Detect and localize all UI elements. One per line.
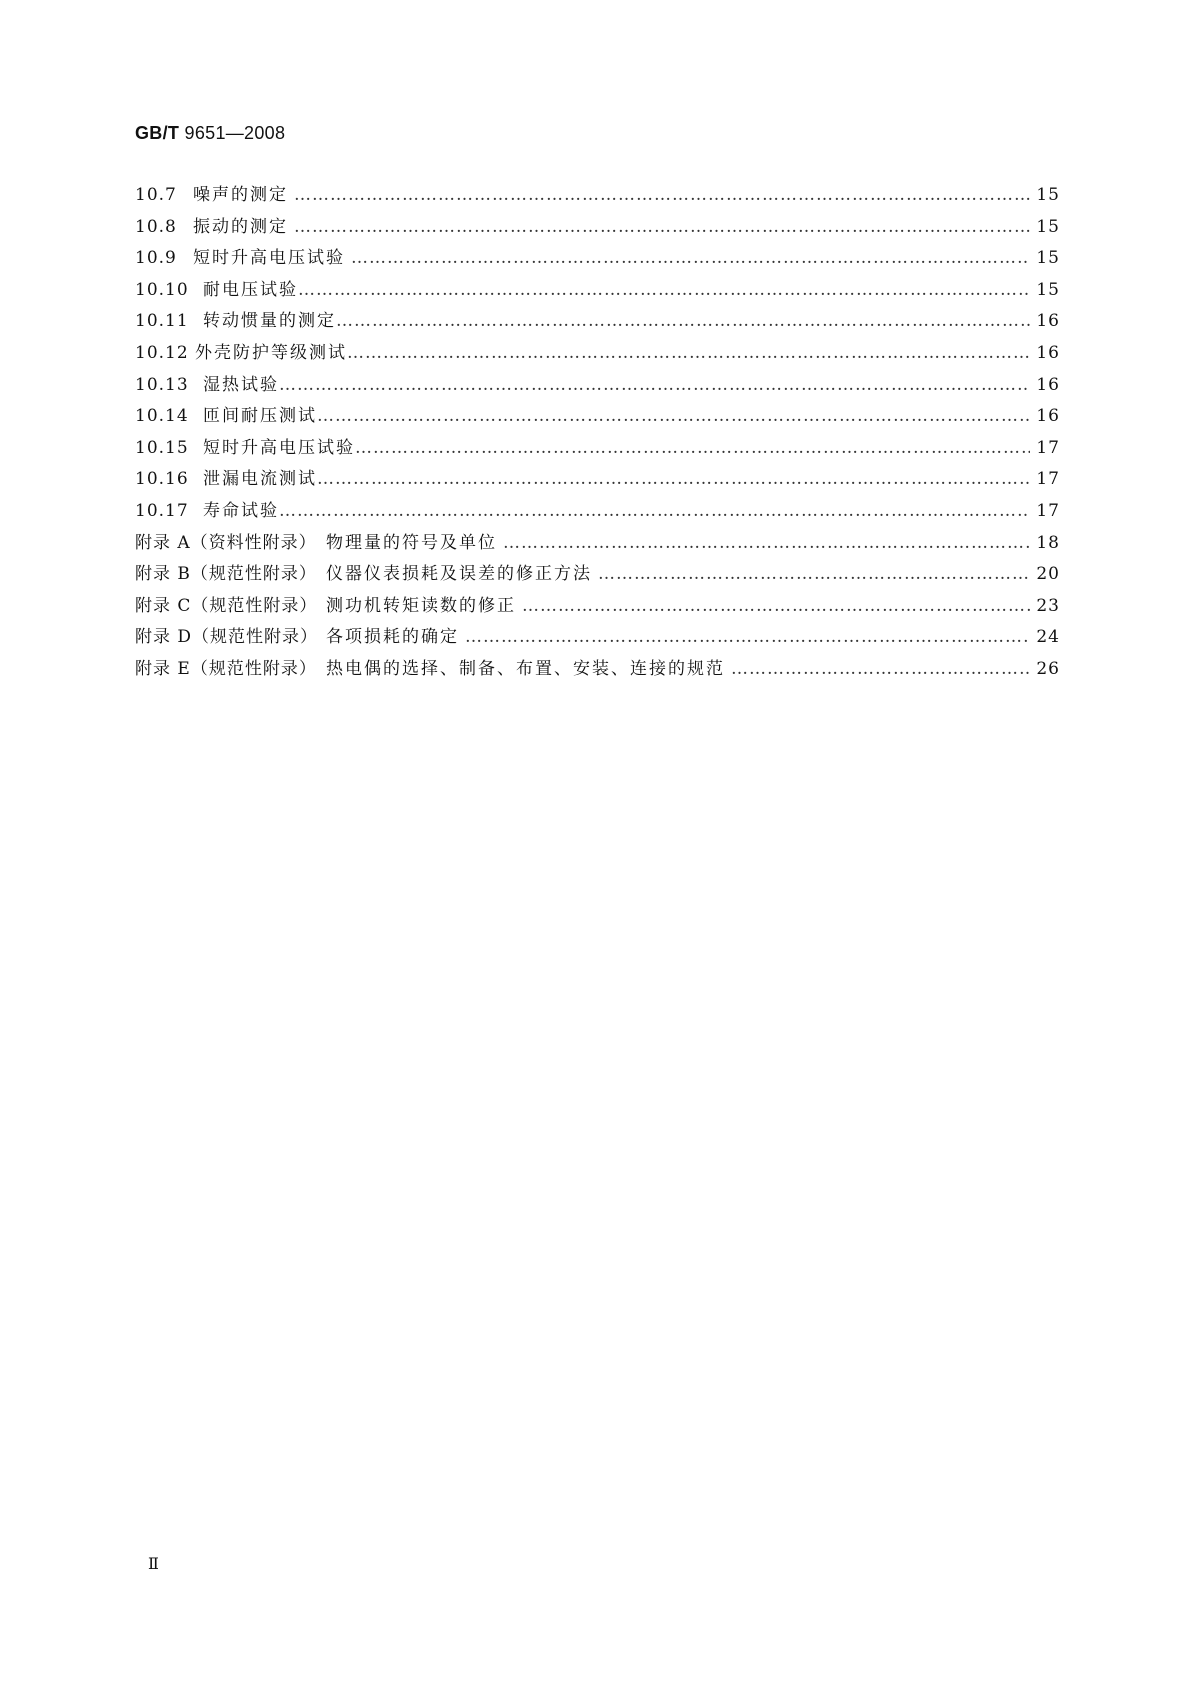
toc-leader-dots: [336, 311, 1030, 331]
toc-leader-dots: [351, 248, 1030, 268]
toc-entry-title: 匝间耐压测试: [203, 406, 317, 427]
toc-entry-page: 17: [1036, 500, 1060, 521]
toc-entry-page: 15: [1036, 185, 1060, 205]
toc-entry-page: 16: [1036, 374, 1060, 395]
toc-leader-dots: [731, 659, 1030, 679]
toc-leader-dots: [317, 469, 1030, 489]
toc-entry-annex-b[interactable]: [135, 559, 1060, 591]
toc-entry-page: 16: [1036, 406, 1060, 427]
toc-entry-number: 附录 D（规范性附录）: [135, 627, 319, 648]
toc-entry-page: 16: [1036, 311, 1060, 332]
toc-leader-dots: [279, 501, 1030, 521]
toc-leader-dots: [355, 438, 1030, 458]
toc-leader-dots: [294, 217, 1030, 237]
toc-entry-10-7[interactable]: [135, 180, 1060, 212]
toc-entry-number: 10.16: [135, 469, 189, 490]
toc-entry-10-10[interactable]: [135, 275, 1060, 307]
toc-entry-number: 10.10: [135, 279, 189, 300]
toc-entry-title: 转动惯量的测定: [203, 311, 336, 332]
toc-entry-page: 17: [1036, 469, 1060, 490]
toc-entry-number: 10.13: [135, 374, 189, 395]
toc-entry-page: 23: [1036, 595, 1060, 616]
toc-entry-page: 26: [1036, 658, 1060, 679]
toc-entry-title: 寿命试验: [203, 500, 279, 521]
toc-entry-10-13[interactable]: [135, 370, 1060, 402]
toc-entry-number: 10.17: [135, 500, 189, 521]
toc-leader-dots: [522, 596, 1030, 616]
toc-entry-annex-e[interactable]: [135, 654, 1060, 686]
toc-entry-number: 10.9: [135, 248, 177, 269]
table-of-contents: [135, 180, 1060, 686]
toc-entry-title: 泄漏电流测试: [203, 469, 317, 490]
toc-entry-page: 15: [1036, 248, 1060, 269]
toc-entry-number: 10.12: [135, 342, 189, 363]
toc-leader-dots: [279, 375, 1030, 395]
toc-entry-number: 附录 C（规范性附录）: [135, 595, 318, 616]
toc-entry-number: 附录 A（资料性附录）: [135, 532, 317, 553]
toc-leader-dots: [294, 185, 1030, 205]
toc-entry-number: 10.15: [135, 437, 189, 458]
toc-entry-title: 仪器仪表损耗及误差的修正方法: [326, 564, 592, 585]
toc-entry-title: 耐电压试验: [203, 279, 298, 300]
toc-entry-page: 15: [1036, 216, 1060, 237]
toc-entry-page: 16: [1036, 342, 1060, 363]
toc-entry-10-9[interactable]: [135, 243, 1060, 275]
toc-entry-number: 10.11: [135, 311, 189, 332]
toc-entry-page: 17: [1036, 437, 1060, 458]
toc-leader-dots: [503, 533, 1030, 553]
toc-entry-10-14[interactable]: [135, 401, 1060, 433]
toc-entry-annex-a[interactable]: [135, 528, 1060, 560]
toc-entry-10-16[interactable]: [135, 464, 1060, 496]
toc-entry-10-12[interactable]: [135, 338, 1060, 370]
standard-number: 9651—2008: [184, 123, 286, 143]
toc-entry-title: 各项损耗的确定: [326, 627, 459, 648]
toc-entry-title: 短时升高电压试验: [193, 248, 345, 269]
toc-entry-title: 热电偶的选择、制备、布置、安装、连接的规范: [326, 658, 725, 679]
toc-entry-page: 15: [1036, 279, 1060, 300]
toc-entry-title: 湿热试验: [203, 374, 279, 395]
toc-entry-10-15[interactable]: [135, 433, 1060, 465]
toc-entry-title: 短时升高电压试验: [203, 437, 355, 458]
standard-header: [135, 123, 285, 144]
toc-entry-number: 10.14: [135, 406, 189, 427]
toc-entry-number: 10.7: [135, 185, 177, 205]
toc-entry-page: 20: [1036, 564, 1060, 585]
toc-entry-page: 24: [1036, 627, 1060, 648]
toc-entry-number: 10.8: [135, 216, 177, 237]
toc-entry-title: 外壳防护等级测试: [195, 342, 347, 363]
toc-entry-10-11[interactable]: [135, 306, 1060, 338]
toc-leader-dots: [298, 280, 1030, 300]
page-number-footer: Ⅱ: [148, 1554, 159, 1573]
toc-entry-number: 附录 B（规范性附录）: [135, 564, 317, 585]
toc-entry-title: 振动的测定: [193, 216, 288, 237]
toc-leader-dots: [465, 627, 1030, 647]
toc-leader-dots: [598, 564, 1030, 584]
toc-entry-title: 测功机转矩读数的修正: [326, 595, 516, 616]
toc-entry-number: 附录 E（规范性附录）: [135, 658, 317, 679]
standard-code: GB/T: [135, 123, 180, 143]
toc-entry-title: 物理量的符号及单位: [326, 532, 497, 553]
toc-entry-10-8[interactable]: [135, 212, 1060, 244]
toc-entry-annex-c[interactable]: [135, 591, 1060, 623]
toc-entry-title: 噪声的测定: [193, 185, 288, 205]
toc-entry-10-17[interactable]: [135, 496, 1060, 528]
toc-leader-dots: [317, 406, 1030, 426]
toc-entry-annex-d[interactable]: [135, 622, 1060, 654]
toc-entry-page: 18: [1036, 532, 1060, 553]
toc-leader-dots: [347, 343, 1030, 363]
